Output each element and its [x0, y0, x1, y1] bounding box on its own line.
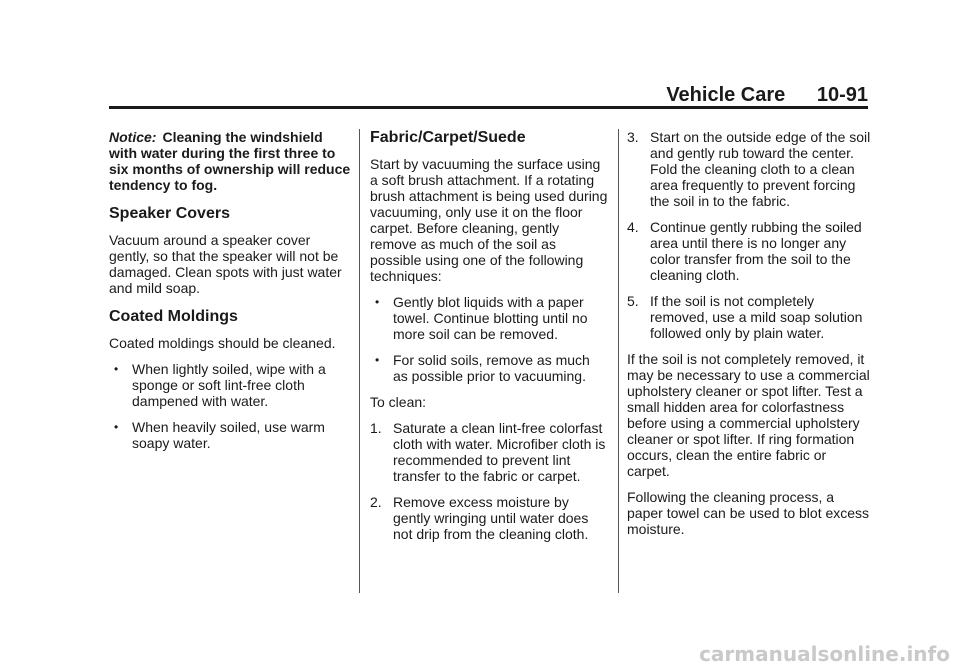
bullet-icon: • [375, 353, 380, 367]
list-item [370, 352, 608, 384]
list-item [109, 419, 352, 451]
page-number: 10-91 [816, 84, 868, 106]
notice-paragraph [109, 129, 352, 193]
list-item-text: Gently blot liquids with a paper towel. Continue blotting until no more soil can be removed. [393, 294, 588, 342]
to-clean-label: To clean: [370, 394, 427, 410]
page-header [666, 84, 868, 107]
list-item [109, 361, 352, 409]
step-number: 3. [627, 129, 639, 145]
step-item [370, 420, 608, 484]
column-divider [618, 129, 619, 593]
speaker-covers-heading: Speaker Covers [109, 205, 230, 222]
step-text: Saturate a clean lint-free colorfast cloth with water. Microfiber cloth is recommended to prevent lint transfer to the fabric or carpet. [393, 420, 606, 484]
blot-paragraph: Following the cleaning process, a paper towel can be used to blot excess moisture. [627, 489, 870, 537]
coated-moldings-heading: Coated Moldings [109, 308, 238, 325]
step-number: 5. [627, 293, 639, 309]
step-text: Start on the outside edge of the soil and gently rub toward the center. Fold the cleaning cloth to a clean area frequently to prevent forcing the soil in to the fabric. [650, 129, 871, 209]
step-item [627, 129, 871, 209]
step-number: 2. [370, 494, 382, 510]
coated-moldings-text: Coated moldings should be cleaned. [109, 335, 336, 351]
bullet-icon: • [375, 295, 380, 309]
list-item-text: When lightly soiled, wipe with a sponge or soft lint-free cloth dampened with water. [132, 361, 326, 409]
step-text: If the soil is not completely removed, use a mild soap solution followed only by plain water. [650, 293, 863, 341]
header-rule [109, 106, 868, 109]
fabric-intro: Start by vacuuming the surface using a soft brush attachment. If a rotating brush attachment is being used during vacuuming, only use it on the floor carpet. Before cleaning, gently remove as much of the soil as possible using one of the following techniques: [370, 156, 608, 284]
step-text: Remove excess moisture by gently wringing until water does not drip from the cleaning cloth. [393, 494, 589, 542]
list-item-text: When heavily soiled, use warm soapy water. [132, 419, 325, 451]
step-text: Continue gently rubbing the soiled area until there is no longer any color transfer from the soil to the cleaning cloth. [650, 219, 862, 283]
step-number: 1. [370, 420, 382, 436]
list-item [370, 294, 608, 342]
step-item [627, 293, 871, 341]
column-3 [627, 129, 871, 547]
step-item [370, 494, 608, 542]
speaker-covers-text: Vacuum around a speaker cover gently, so that the speaker will not be damaged. Clean spots with just water and mild soap. [109, 232, 342, 296]
list-item-text: For solid soils, remove as much as possible prior to vacuuming. [393, 352, 590, 384]
notice-text: Cleaning the windshield with water during the first three to six months of ownership will reduce tendency to fog. [109, 129, 351, 193]
upholstery-paragraph: If the soil is not completely removed, it may be necessary to use a commercial upholstery cleaner or spot lifter. Test a small hidden area for colorfastness before using a commercial upholstery cleaner or spot lifter. If ring formation occurs, clean the entire fabric or carpet. [627, 351, 870, 479]
bullet-icon: • [114, 362, 119, 376]
notice-lead: Notice: [109, 129, 157, 145]
column-2 [370, 129, 608, 552]
step-item [627, 219, 871, 283]
column-1 [109, 129, 352, 461]
column-divider [359, 129, 360, 593]
bullet-icon: • [114, 420, 119, 434]
watermark: carmanualsonline.info [699, 642, 950, 666]
fabric-heading: Fabric/Carpet/Suede [370, 129, 526, 146]
section-title: Vehicle Care [666, 84, 786, 106]
step-number: 4. [627, 219, 639, 235]
